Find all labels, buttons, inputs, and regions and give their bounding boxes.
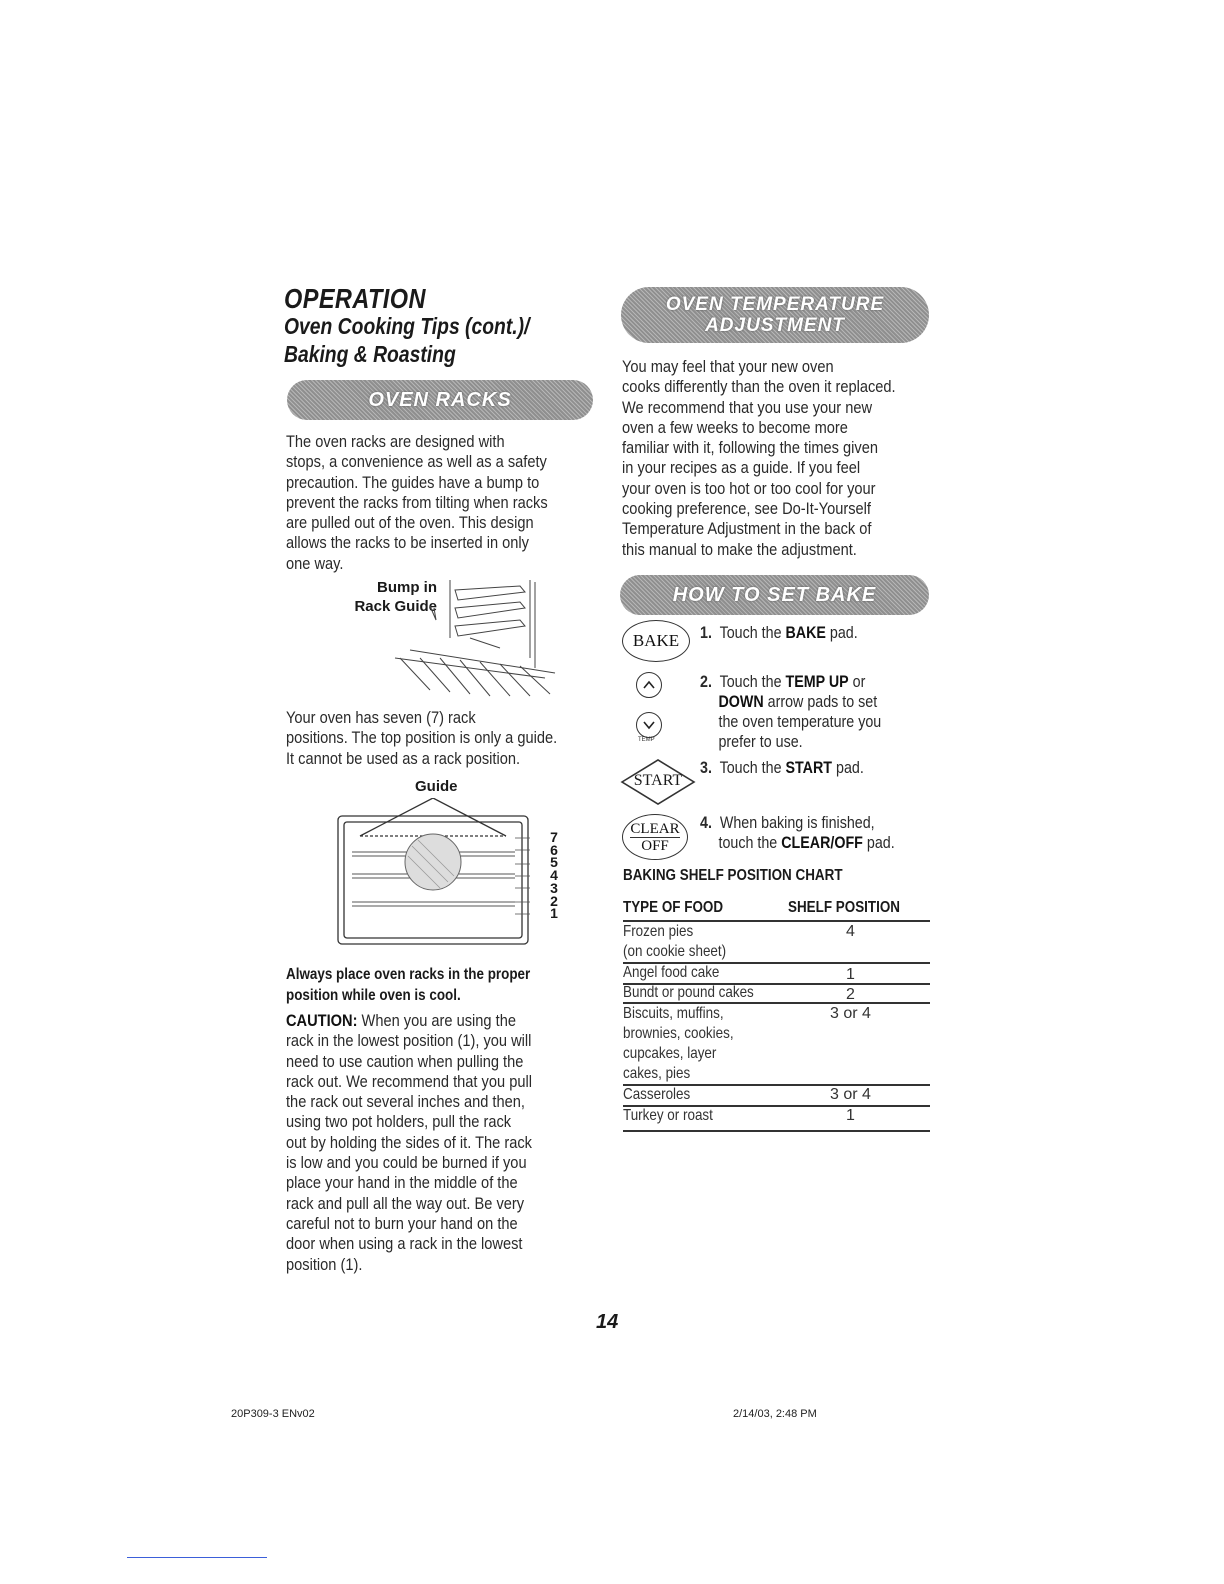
page-number: 14 [596, 1311, 619, 1333]
rack-position-5: 5 [550, 854, 558, 871]
temperature-adjustment-paragraph: You may feel that your new oven cooks differently than the oven it replaced. We recommend that you use your new oven a few weeks to become more familiar with it, following the times given in your recipes as a guide. If you feel your oven is too hot or too cool for your cooking preference, see Do-It-Yourself Temperature Adjustment in the back of this manual to make the adjustment. [622, 357, 896, 559]
caution-label: CAUTION: [286, 1011, 358, 1030]
table-row-food: Frozen pies (on cookie sheet) [623, 923, 727, 960]
table-rule [623, 1130, 930, 1132]
table-row-food: Casseroles [623, 1086, 691, 1103]
temp-down-arrow-icon [636, 712, 662, 738]
footer-timestamp: 2/14/03, 2:48 PM [733, 1408, 817, 1420]
rack-placement-note: Always place oven racks in the proper position while oven is cool. [286, 966, 531, 1004]
shelf-chart-header-food: TYPE OF FOOD [623, 899, 724, 916]
banner-how-to-set-bake: HOW TO SET BAKE [620, 575, 929, 615]
table-row-position: 2 [846, 986, 855, 1003]
banner-oven-racks: OVEN RACKS [287, 380, 593, 420]
rack-position-7: 7 [550, 829, 558, 845]
table-row-position: 3 or 4 [830, 1086, 871, 1103]
temp-up-arrow-icon [636, 672, 662, 698]
figure-label-guide: Guide [415, 778, 458, 795]
rack-guide-illustration [370, 578, 570, 698]
rack-position-1: 1 [550, 905, 558, 922]
rack-position-2: 2 [550, 892, 558, 909]
footnote-rule [127, 1557, 267, 1558]
rack-position-3: 3 [550, 879, 558, 896]
table-row-food: Bundt or pound cakes [623, 984, 754, 1001]
banner-oven-temperature-adjustment: OVEN TEMPERATURE ADJUSTMENT [621, 287, 929, 343]
page-subtitle-line1: Oven Cooking Tips (cont.)/ [284, 313, 530, 339]
rack-position-numbers [549, 831, 559, 920]
caution-paragraph: CAUTION: When you are using the rack in the lowest position (1), you will need to use caution when pulling the rack out. We recommend that you pull the rack out several inches and then, using two pot holders, pull the rack out by holding the sides of it. The rack is low and you could be burned if you place your hand in the middle of the rack and pull all the way out. Be very careful not to burn your hand on the door when using a rack in the lowest position (1). [286, 1011, 532, 1274]
bake-pad-icon: BAKE [622, 620, 690, 662]
table-row-food: Angel food cake [623, 964, 720, 981]
clear-off-pad-icon: CLEAR OFF [622, 814, 688, 860]
temp-label-icon: TEMP [638, 737, 655, 743]
table-row-position: 4 [846, 923, 855, 940]
step-1: 1. Touch the BAKE pad. [700, 623, 858, 642]
shelf-chart-title: BAKING SHELF POSITION CHART [623, 867, 843, 884]
shelf-chart-header-position: SHELF POSITION [788, 899, 901, 916]
rack-position-6: 6 [550, 841, 558, 858]
figure-label-rack-guide: Bump in Rack Guide [354, 579, 437, 615]
footer-document-code: 20P309-3 ENv02 [231, 1408, 315, 1420]
rack-positions-paragraph: Your oven has seven (7) rack positions. The top position is only a guide. It cannot be used as a rack position. [286, 708, 558, 768]
step-2: 2. Touch the TEMP UP or DOWN arrow pads to set the oven temperature you prefer to use. [700, 672, 882, 751]
step-3: 3. Touch the START pad. [700, 758, 864, 777]
table-row-position: 3 or 4 [830, 1005, 871, 1022]
start-pad-label: START [633, 772, 683, 789]
rack-position-4: 4 [550, 867, 558, 884]
page-subtitle-line2: Baking & Roasting [284, 341, 456, 367]
section-heading: OPERATION [284, 283, 426, 314]
oven-racks-paragraph: The oven racks are designed with stops, a convenience as well as a safety precaution. The guides have a bump to prevent the racks from tilting when racks are pulled out of the oven. This design allows the racks to be inserted in only one way. [286, 432, 548, 573]
table-row-position: 1 [846, 966, 855, 983]
table-row-food: Turkey or roast [623, 1107, 713, 1124]
oven-rack-positions-illustration [330, 798, 540, 950]
table-row-position: 1 [846, 1107, 855, 1124]
step-4: 4. When baking is finished, touch the CLEAR/OFF pad. [700, 813, 895, 852]
table-row-food: Biscuits, muffins, brownies, cookies, cupcakes, layer cakes, pies [623, 1005, 734, 1082]
